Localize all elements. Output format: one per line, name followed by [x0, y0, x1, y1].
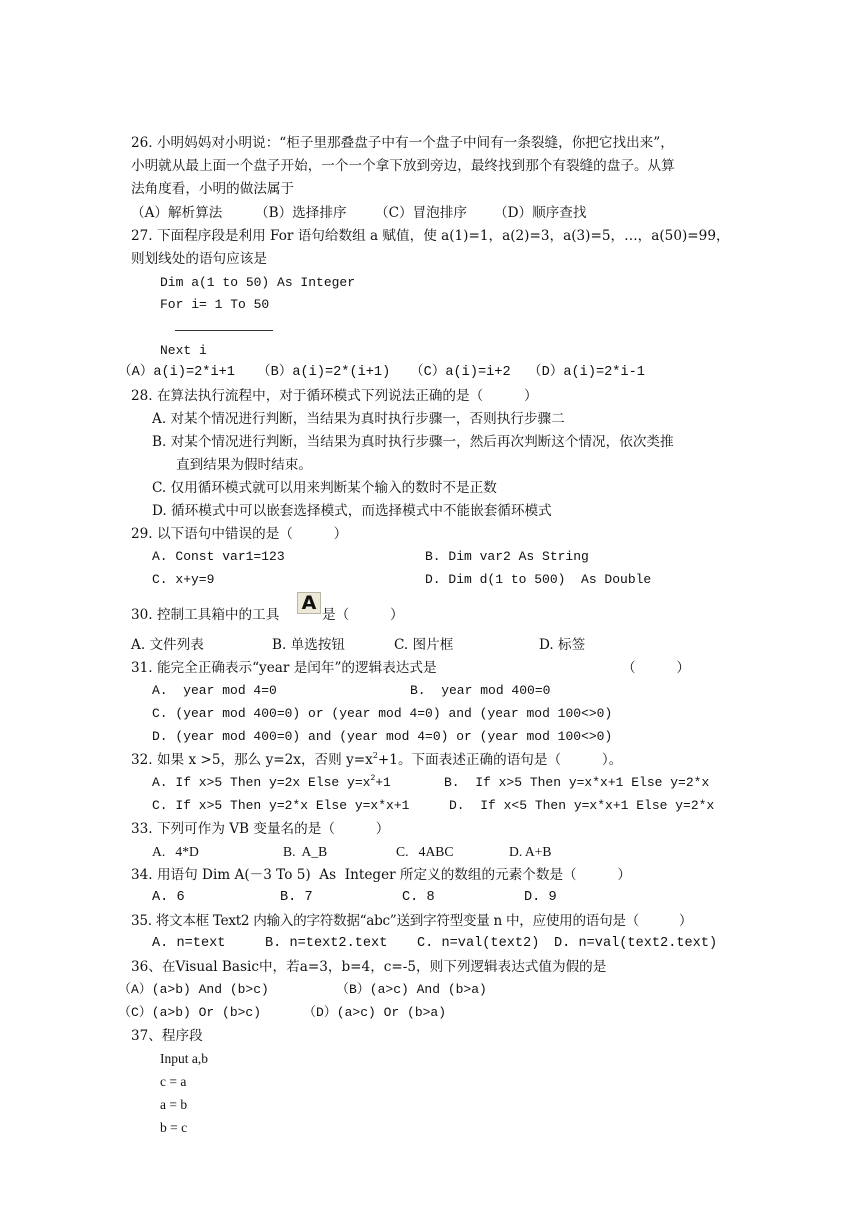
q28-option-b-line-1: B. 对某个情况进行判断，当结果为真时执行步骤一，然后再次判断这个情况，依次类推 — [152, 434, 674, 450]
q34-option-b: B. 7 — [280, 890, 313, 905]
q31-option-b: B. year mod 400=0 — [410, 683, 551, 698]
q30-stem-before: 30. 控制工具箱中的工具 — [131, 607, 280, 623]
q29-stem: 29. 以下语句中错误的是（ ） — [131, 526, 348, 542]
q37-code-3: a = b — [160, 1097, 188, 1112]
q27-option-d: （D）a(i)=2*i-1 — [528, 365, 645, 380]
q27-option-c: （C）a(i)=i+2 — [410, 365, 511, 380]
q28-option-c: C. 仅用循环模式就可以用来判断某个输入的数时不是正数 — [152, 480, 497, 496]
q32-option-c: C. If x>5 Then y=2*x Else y=x*x+1 — [152, 798, 410, 813]
q37-stem: 37、程序段 — [131, 1028, 203, 1044]
label-tool-icon: A — [297, 592, 321, 614]
q33-option-a: A. 4*D — [152, 844, 199, 859]
q28-option-b-line-2: 直到结果为假时结束。 — [176, 457, 312, 473]
q29-option-d: D. Dim d(1 to 500) As Double — [425, 572, 652, 587]
q35-stem: 35. 将文本框 Text2 内输入的字符数据“abc”送到字符型变量 n 中，应使用的语句是（ ） — [131, 913, 693, 929]
q36-option-d: （D）(a>c) Or (b>a) — [303, 1005, 447, 1020]
q33-option-c: C. 4ABC — [396, 844, 454, 859]
q31-option-a: A. year mod 4=0 — [152, 683, 277, 698]
q31-stem: 31. 能完全正确表示“year 是闰年”的逻辑表达式是 — [131, 660, 437, 676]
q27-line-1: 27. 下面程序段是利用 For 语句给数组 a 赋值，使 a(1)=1，a(2)=3，a(3)=5，…，a(50)=99， — [131, 228, 730, 244]
q35-option-d: D. n=val(text2.text) — [554, 936, 718, 951]
q27-line-2: 则划线处的语句应该是 — [131, 251, 267, 267]
q32-option-b: B. If x>5 Then y=x*x+1 Else y=2*x — [444, 775, 710, 790]
q28-stem: 28. 在算法执行流程中，对于循环模式下列说法正确的是（ ） — [131, 388, 538, 404]
q34-stem: 34. 用语句 Dim A(－3 To 5) As Integer 所定义的数组的元素个数是（ ） — [131, 867, 632, 883]
q29-option-b: B. Dim var2 As String — [425, 549, 589, 564]
q36-option-a: （A）(a>b) And (b>c) — [118, 982, 269, 997]
q35-option-a: A. n=text — [152, 936, 226, 951]
q33-stem: 33. 下列可作为 VB 变量名的是（ ） — [131, 821, 390, 837]
q26-line-2: 小明就从最上面一个盘子开始，一个一个拿下放到旁边，最终找到那个有裂缝的盘子。从算 — [131, 158, 675, 174]
q26-line-1: 26. 小明妈妈对小明说：“柜子里那叠盘子中有一个盘子中间有一条裂缝，你把它找出来”， — [131, 135, 674, 151]
q28-option-d: D. 循环模式中可以嵌套选择模式，而选择模式中不能嵌套循环模式 — [152, 503, 552, 519]
q36-option-b: （B）(a>c) And (b>a) — [336, 982, 487, 997]
q26-option-b: （B）选择排序 — [255, 205, 347, 221]
q27-option-b: （B）a(i)=2*(i+1) — [257, 365, 391, 380]
q30-option-c: C. 图片框 — [394, 637, 454, 653]
q34-option-d: D. 9 — [524, 890, 557, 905]
q32-stem: 32. 如果 x >5，那么 y=2x，否则 $y=x^2+1$。下面表述正确的语句是（ ）。 — [131, 751, 623, 768]
q27-blank-line — [175, 330, 273, 331]
q30-option-a: A. 文件列表 — [131, 637, 204, 653]
q36-stem: 36、在Visual Basic中，若a=3，b=4，c=-5，则下列逻辑表达式值为假的是 — [131, 959, 607, 975]
q34-option-c: C. 8 — [402, 890, 435, 905]
q27-option-a: （A）a(i)=2*i+1 — [118, 365, 235, 380]
q29-option-a: A. Const var1=123 — [152, 549, 285, 564]
q30-option-d: D. 标签 — [539, 637, 586, 653]
q37-code-4: b = c — [160, 1120, 188, 1135]
q28-option-a: A. 对某个情况进行判断，当结果为真时执行步骤一，否则执行步骤二 — [152, 411, 565, 427]
q26-option-a: （A）解析算法 — [131, 205, 223, 221]
q31-answer-paren: （ ） — [622, 660, 690, 676]
q27-code-1: Dim a(1 to 50) As Integer — [160, 275, 356, 290]
q31-option-d: D. (year mod 400=0) and (year mod 4=0) or (year mod 100<>0) — [152, 729, 613, 744]
q33-option-d: D. A+B — [509, 844, 552, 859]
q26-option-d: （D）顺序查找 — [494, 205, 587, 221]
q26-line-3: 法角度看，小明的做法属于 — [131, 181, 295, 197]
q29-option-c: C. x+y=9 — [152, 572, 215, 587]
q33-option-b: B. A_B — [283, 844, 328, 859]
q27-code-3: Next i — [160, 343, 207, 358]
q30-option-b: B. 单选按钮 — [272, 637, 346, 653]
q36-option-c: （C）(a>b) Or (b>c) — [118, 1005, 262, 1020]
q26-option-c: （C）冒泡排序 — [375, 205, 467, 221]
q35-option-c: C. n=val(text2) — [417, 936, 540, 951]
q37-code-1: Input a,b — [160, 1051, 208, 1066]
q27-code-2: For i= 1 To 50 — [160, 297, 270, 312]
q31-option-c: C. (year mod 400=0) or (year mod 4=0) and (year mod 100<>0) — [152, 706, 613, 721]
q34-option-a: A. 6 — [152, 890, 185, 905]
q37-code-2: c = a — [160, 1074, 187, 1089]
q30-stem-after: 是（ ） — [322, 607, 404, 623]
q32-option-d: D. If x<5 Then y=x*x+1 Else y=2*x — [449, 798, 715, 813]
q35-option-b: B. n=text2.text — [265, 936, 388, 951]
q32-option-a: A. If x>5 Then y=2x Else $y=x^2+1$ — [152, 774, 391, 790]
